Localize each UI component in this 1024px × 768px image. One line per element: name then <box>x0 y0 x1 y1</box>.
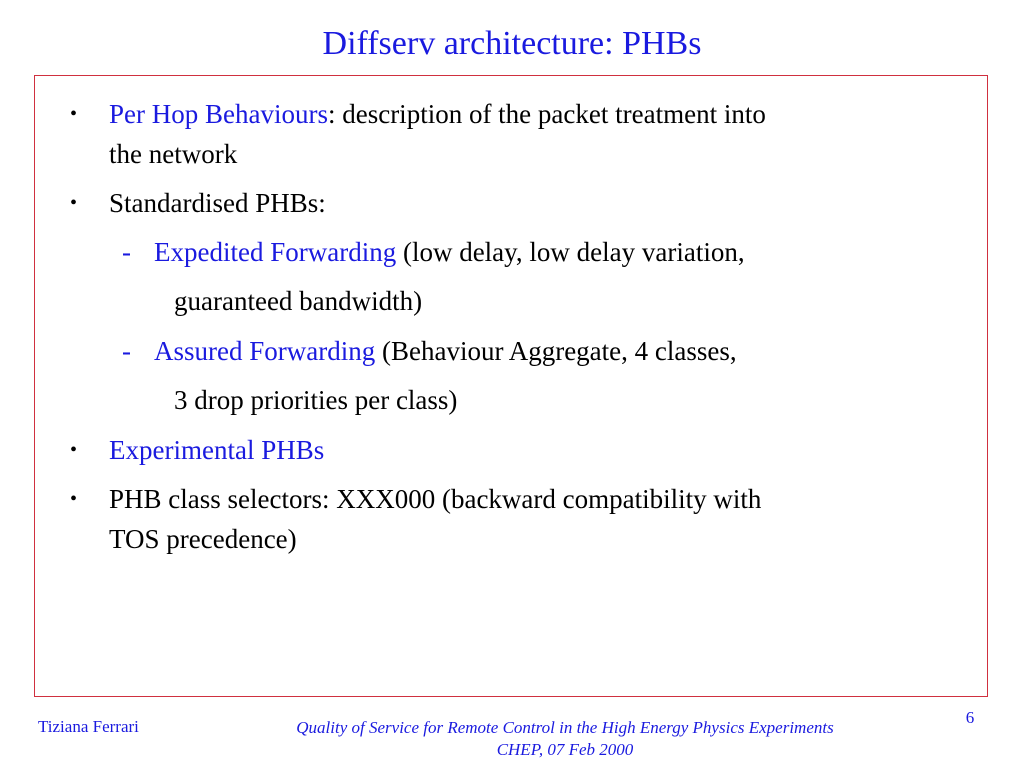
sub-item-text: (low delay, low delay variation, <box>396 237 745 267</box>
footer-conference <box>230 717 900 761</box>
sub-item-continuation: guaranteed bandwidth) <box>174 286 423 316</box>
sub-item-text: (Behaviour Aggregate, 4 classes, <box>375 336 737 366</box>
slide-title: Diffserv architecture: PHBs <box>322 25 702 62</box>
bullet-marker: • <box>70 488 78 510</box>
bullet-marker: • <box>70 103 78 125</box>
bullet-text: : description of the packet treatment into <box>327 99 766 129</box>
dash-marker: - <box>122 336 131 366</box>
bullet-continuation: TOS precedence) <box>109 524 297 554</box>
dash-marker: - <box>122 237 131 267</box>
footer-author: Tiziana Ferrari <box>38 717 139 736</box>
sub-item-highlight: Assured Forwarding <box>154 336 376 366</box>
bullet-text: Standardised PHBs: <box>109 188 326 218</box>
sub-item-continuation: 3 drop priorities per class) <box>174 385 458 415</box>
bullet-marker: • <box>70 192 78 214</box>
footer-conference-date: CHEP, 07 Feb 2000 <box>496 740 634 759</box>
footer-conference-title: Quality of Service for Remote Control in the High Energy Physics Experiments <box>296 718 834 737</box>
bullet-highlight: Experimental PHBs <box>109 435 325 465</box>
sub-item-highlight: Expedited Forwarding <box>154 237 397 267</box>
bullet-continuation: the network <box>109 139 238 169</box>
bullet-text: PHB class selectors: XXX000 (backward compatibility with <box>109 484 762 514</box>
bullet-highlight: Per Hop Behaviours <box>109 99 328 129</box>
page-number: 6 <box>965 708 975 727</box>
bullet-marker: • <box>70 439 78 461</box>
